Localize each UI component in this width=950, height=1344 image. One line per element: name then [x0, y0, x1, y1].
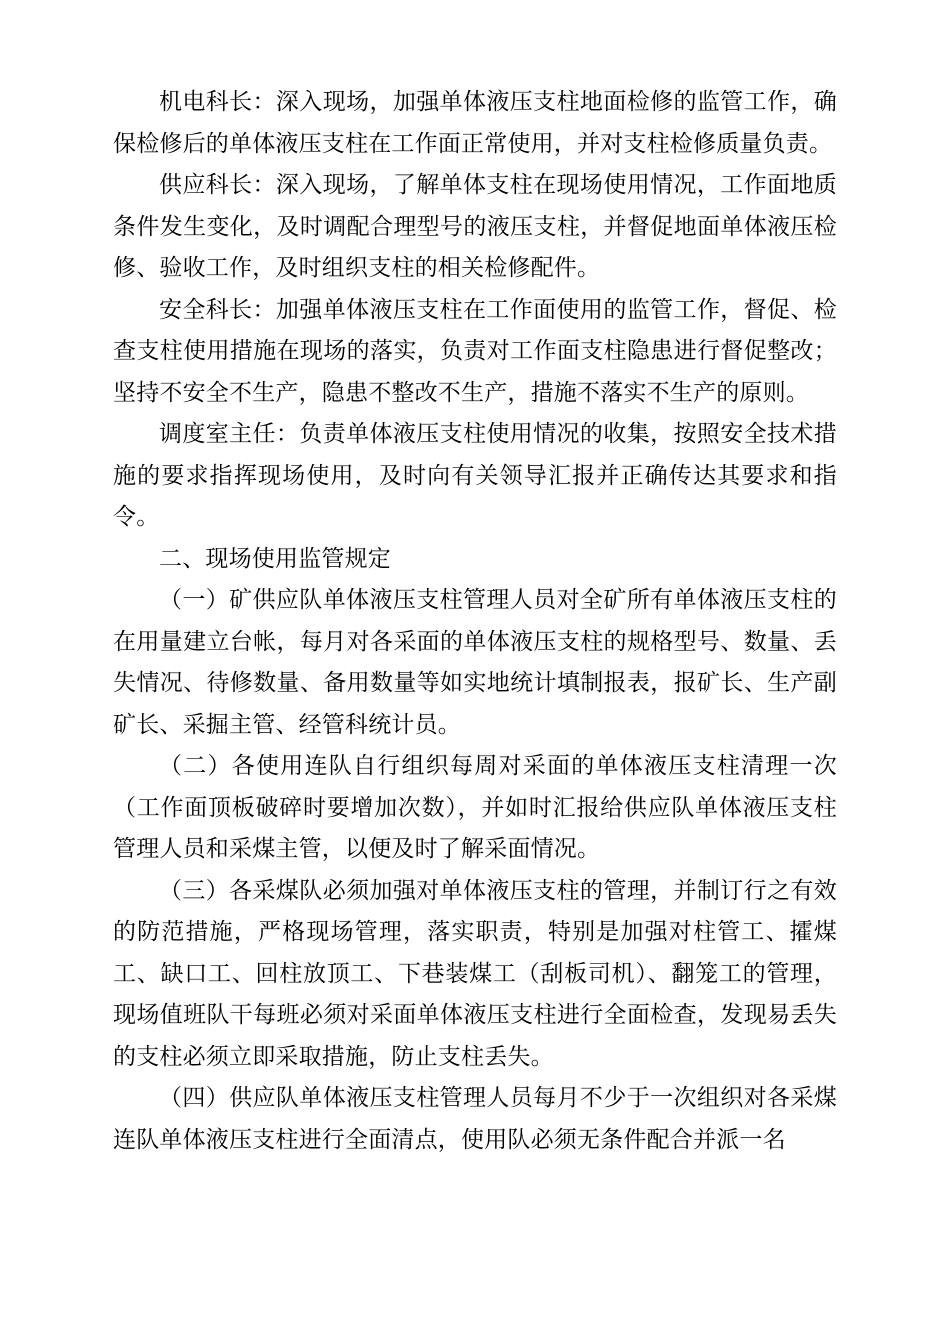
paragraph-item-2: （二）各使用连队自行组织每周对采面的单体液压支柱清理一次（工作面顶板破碎时要增加次数），并如时汇报给供应队单体液压支柱管理人员和采煤主管，以便及时了解采面情况。 — [113, 753, 837, 862]
paragraph-dispatch-director: 调度室主任：负责单体液压支柱使用情况的收集，按照安全技术措施的要求指挥现场使用，及时向有关领导汇报并正确传达其要求和指令。 — [113, 421, 837, 530]
paragraph-item-4: （四）供应队单体液压支柱管理人员每月不少于一次组织对各采煤连队单体液压支柱进行全面清点，使用队必须无条件配合并派一名 — [113, 1085, 837, 1153]
document-page — [113, 82, 837, 1161]
paragraph-safety-chief: 安全科长：加强单体液压支柱在工作面使用的监管工作，督促、检查支柱使用措施在现场的落实，负责对工作面支柱隐患进行督促整改；坚持不安全不生产，隐患不整改不生产，措施不落实不生产的原则。 — [113, 296, 837, 406]
section-heading: 二、现场使用监管规定 — [159, 545, 391, 572]
paragraph-mechanical-chief: 机电科长：深入现场，加强单体液压支柱地面检修的监管工作，确保检修后的单体液压支柱在工作面正常使用，并对支柱检修质量负责。 — [113, 89, 837, 157]
paragraph-item-3: （三）各采煤队必须加强对单体液压支柱的管理，并制订行之有效的防范措施，严格现场管理，落实职责，特别是加强对柱管工、攉煤工、缺口工、回柱放顶工、下巷装煤工（刮板司机）、翻笼工的管理，现场值班队干每班必须对采面单体液压支柱进行全面检查，发现易丢失的支柱必须立即采取措施，防止支柱丢失。 — [113, 877, 837, 1070]
paragraph-item-1: （一）矿供应队单体液压支柱管理人员对全矿所有单体液压支柱的在用量建立台帐，每月对各采面的单体液压支柱的规格型号、数量、丢失情况、待修数量、备用数量等如实地统计填制报表，报矿长、生产副矿长、采掘主管、经管科统计员。 — [113, 587, 837, 738]
paragraph-supply-chief: 供应科长：深入现场，了解单体支柱在现场使用情况，工作面地质条件发生变化，及时调配合理型号的液压支柱，并督促地面单体液压检修、验收工作，及时组织支柱的相关检修配件。 — [113, 172, 837, 281]
